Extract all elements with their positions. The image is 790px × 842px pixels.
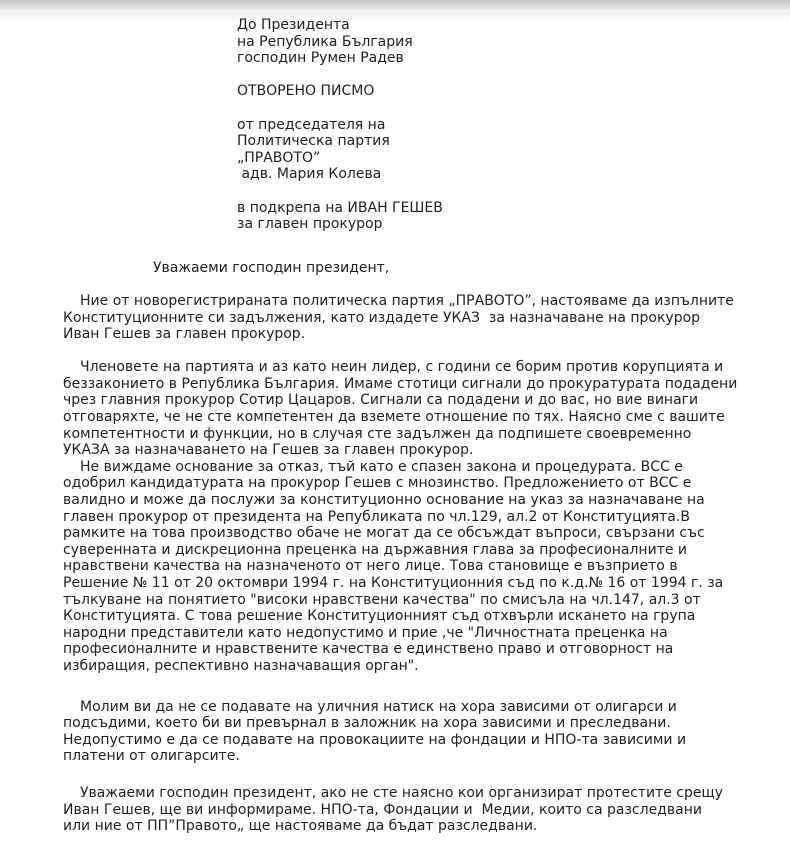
text-line: господин Румен Радев: [237, 50, 404, 67]
salutation: Уважаеми господин президент,: [153, 259, 390, 276]
text-line: рамките на това производство обаче не могат да се обсъждат въпроси, свързани със: [63, 525, 705, 542]
text-line: на Република България: [237, 33, 413, 50]
text-line: Конституционните си задължения, като издадете УКАЗ за назначаване на прокурор: [63, 309, 701, 326]
letter-paragraph: [63, 293, 754, 343]
text-line: чрез главния прокурор Сотир Цацаров. Сигнали са подадени и до вас, но вие винаги: [63, 392, 699, 409]
text-line: Молим ви да не се подавате на уличния натиск на хора зависими от олигарси и: [80, 698, 677, 715]
sender-block: [237, 117, 754, 183]
letter-body: [63, 293, 754, 835]
text-line: одобрил кандидатурата на прокурор Гешев с мнозинство. Предложението от ВСС е: [63, 475, 692, 492]
text-line: Иван Гешев за главен прокурор.: [63, 326, 306, 343]
text-line: подсъдими, което би ви превърнал в заложник на хора зависими и преследвани.: [63, 715, 671, 732]
letter-paragraph: [63, 359, 754, 459]
letter-title: ОТВОРЕНО ПИСМО: [237, 83, 375, 100]
text-line: за главен прокурор: [237, 216, 383, 233]
text-line: в подкрепа на ИВАН ГЕШЕВ: [237, 199, 443, 216]
text-line: избиращия, респективно назначаващия орган".: [63, 657, 419, 674]
letter-paragraph: [63, 699, 754, 765]
text-line: професионалните и нравствените качества е единствено право и отговорност на: [63, 641, 674, 658]
letter-paragraph: [63, 459, 754, 675]
recipient-address: [237, 17, 754, 67]
text-line: Не виждаме основание за отказ, тъй като е спазен закона и процедурата. ВСС е: [80, 458, 683, 475]
text-line: или ние от ПП”Правото„ ще настояваме да бъдат разследвани.: [63, 818, 538, 835]
text-line: суверенната и дискреционна преценка на държавния глава за професионалните и: [63, 541, 688, 558]
text-line: „ПРАВОТО”: [237, 149, 321, 166]
text-line: тълкуване на понятието "високи нравствени качества" по смисъла на чл.147, ал.3 от: [63, 591, 701, 608]
text-line: Членовете на партията и аз като неин лидер, с години се борим против корупцията и: [80, 359, 724, 376]
text-line: от председателя на: [237, 116, 386, 133]
text-line: До Президента: [237, 17, 350, 33]
text-line: Конституцията. С това решение Конституционният съд отхвърли искането на група: [63, 608, 696, 625]
text-line: УКАЗА за назначаването на Гешев за главен прокурор.: [63, 442, 474, 459]
text-line: Иван Гешев, ще ви информираме. НПО-та, Фондации и Медии, които са разследвани: [63, 801, 702, 818]
text-line: платени от олигарсите.: [63, 748, 240, 765]
text-line: беззаконието в Република България. Имаме стотици сигнали до прокуратурата подадени: [63, 375, 738, 392]
letter-head: [237, 17, 754, 233]
text-line: Уважаеми господин президент, ако не сте наясно кои организират протестите срещу: [80, 784, 723, 801]
text-line: валидно и може да послужи за конституционно основание на указ за назначаване на: [63, 492, 705, 509]
text-line: главен прокурор от президента на Републиката по чл.129, ал.2 от Конституцията.В: [63, 508, 690, 525]
text-line: Политическа партия: [237, 133, 390, 150]
letter-paragraph: [63, 785, 754, 835]
text-line: компетентности и функции, но в случая сте задължен да подпишете своевременно: [63, 425, 692, 442]
text-line: отговаряхте, че не сте компетентен да вземете отношение по тях. Наясно сме с вашите: [63, 409, 725, 426]
text-line: нравствени качества на назначеното от него лице. Това становище е възприето в: [63, 558, 678, 575]
text-line: народни представители като недопустимо и прие ,че "Личностната преценка на: [63, 624, 668, 641]
text-line: Решение № 11 от 20 октомври 1994 г. на Конституционния съд по к.д.№ 16 от 1994 г. за: [63, 575, 724, 591]
subject-block: [237, 200, 754, 233]
letter-title-block: [237, 83, 754, 100]
text-line: Недопустимо е да се подавате на провокациите на фондации и НПО-та зависими и: [63, 731, 687, 748]
text-line: Ние от новорегистрираната политическа партия „ПРАВОТО”, настояваме да изпълните: [80, 292, 734, 309]
text-line: адв. Мария Колева: [237, 166, 382, 183]
